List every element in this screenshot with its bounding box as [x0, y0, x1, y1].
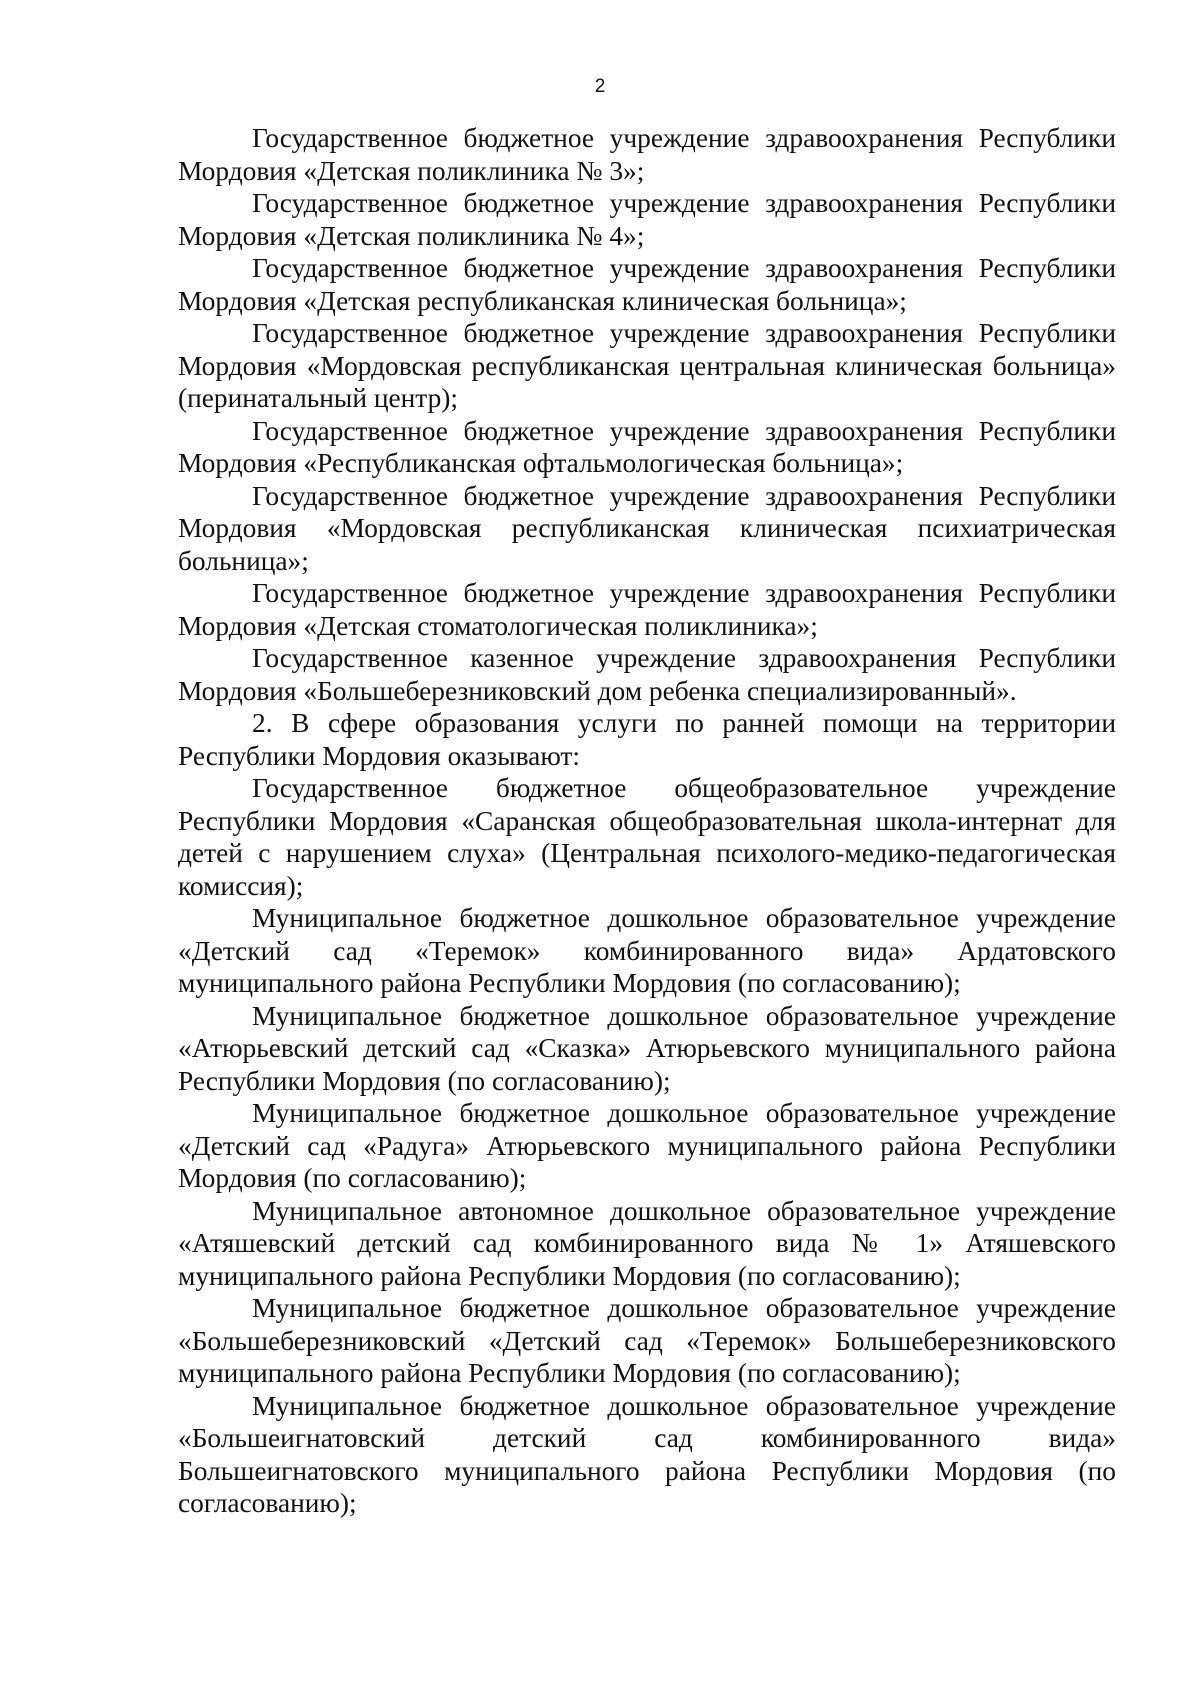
paragraph: Муниципальное бюджетное дошкольное образовательное учреждение «Атюрьевский детский сад «Сказка» Атюрьевского муниципального района Республики Мордовия (по согласованию);	[178, 1000, 1116, 1096]
paragraph: Государственное бюджетное учреждение здравоохранения Республики Мордовия «Мордовская республиканская центральная клиническая больница» (перинатальный центр);	[178, 318, 1116, 413]
paragraph: Государственное бюджетное общеобразовательное учреждение Республики Мордовия «Саранская общеобразовательная школа-интернат для детей с нарушением слуха» (Центральная психолого-медико-педагогическая комиссия);	[178, 773, 1116, 901]
paragraph: Муниципальное бюджетное дошкольное образовательное учреждение «Детский сад «Теремок» комбинированного вида» Ардатовского муниципального района Республики Мордовия (по согласованию);	[178, 903, 1116, 998]
paragraph: Государственное бюджетное учреждение здравоохранения Республики Мордовия «Детская поликлиника № 4»;	[178, 188, 1116, 251]
paragraph: Государственное бюджетное учреждение здравоохранения Республики Мордовия «Детская республиканская клиническая больница»;	[178, 253, 1116, 316]
paragraph: Государственное бюджетное учреждение здравоохранения Республики Мордовия «Детская поликлиника № 3»;	[178, 123, 1116, 186]
paragraph: Муниципальное автономное дошкольное образовательное учреждение «Атяшевский детский сад комбинированного вида № 1» Атяшевского муниципального района Республики Мордовия (по согласованию);	[178, 1195, 1116, 1291]
paragraph: Государственное бюджетное учреждение здравоохранения Республики Мордовия «Детская стоматологическая поликлиника»;	[178, 578, 1116, 641]
paragraph: Государственное бюджетное учреждение здравоохранения Республики Мордовия «Республиканская офтальмологическая больница»;	[178, 415, 1116, 478]
paragraph: Муниципальное бюджетное дошкольное образовательное учреждение «Большеберезниковский «Детский сад «Теремок» Большеберезниковского муниципального района Республики Мордовия (по согласованию);	[178, 1293, 1116, 1388]
paragraph: Муниципальное бюджетное дошкольное образовательное учреждение «Большеигнатовский детский сад комбинированного вида» Большеигнатовского муниципального района Республики Мордовия (по согласованию);	[178, 1390, 1116, 1518]
paragraph: Муниципальное бюджетное дошкольное образовательное учреждение «Детский сад «Радуга» Атюрьевского муниципального района Республики Мордовия (по согласованию);	[178, 1098, 1116, 1193]
section-heading-paragraph: 2. В сфере образования услуги по ранней помощи на территории Республики Мордовия оказывают:	[178, 708, 1116, 771]
document-body	[178, 122, 1116, 1520]
paragraph: Государственное бюджетное учреждение здравоохранения Республики Мордовия «Мордовская республиканская клиническая психиатрическая больница»;	[178, 480, 1116, 576]
paragraph: Государственное казенное учреждение здравоохранения Республики Мордовия «Большеберезниковский дом ребенка специализированный».	[178, 643, 1116, 706]
page-number: 2	[594, 76, 606, 97]
